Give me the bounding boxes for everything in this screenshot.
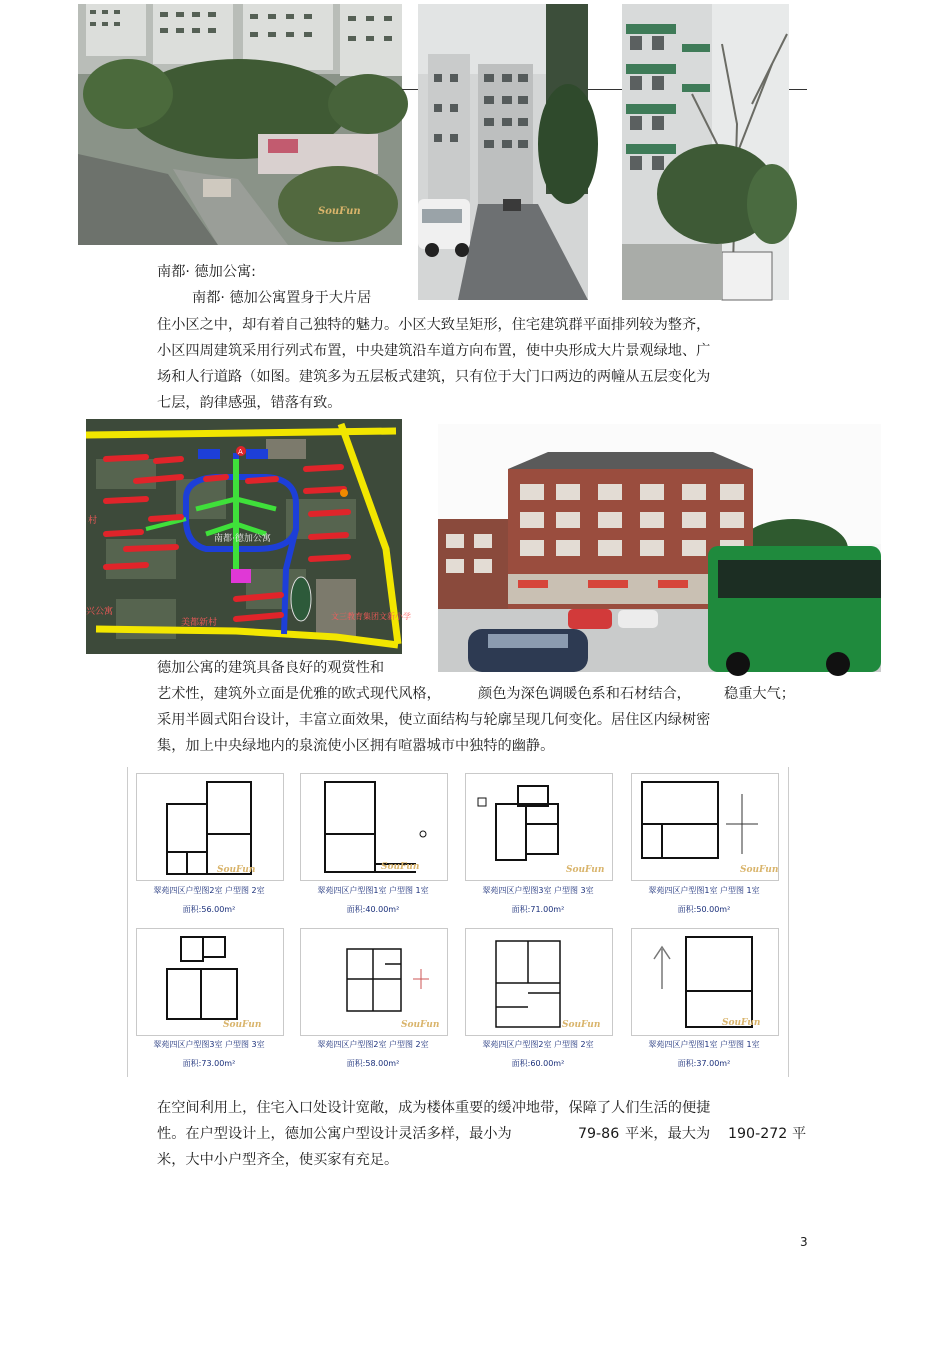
svg-text:SouFun: SouFun [740, 865, 779, 875]
svg-text:SouFun: SouFun [562, 1020, 601, 1030]
map-label-apartment: 兴公寓 [86, 607, 114, 617]
map-label-meidu: 美都新村 [181, 618, 218, 628]
paragraph-line: 小区四周建筑采用行列式布置，中央建筑沿车道方向布置，使中央形成大片景观绿地、广 [157, 343, 711, 359]
paragraph-line: 艺术性，建筑外立面是优雅的欧式现代风格， [157, 686, 441, 702]
connector-line [789, 89, 807, 90]
paragraph-line: 德加公寓的建筑具备良好的观赏性和 [157, 660, 385, 676]
floorplan-caption[interactable]: 翠苑四区户型图3室 户型图 3室 [153, 1040, 265, 1049]
floorplan-image[interactable] [465, 928, 613, 1036]
paragraph-line: 南都· 德加公寓置身于大片居 [192, 290, 372, 306]
floorplan-caption[interactable]: 翠苑四区户型图2室 户型图 2室 [482, 1040, 594, 1049]
svg-text:SouFun: SouFun [381, 862, 420, 872]
floorplan-area: 面积:58.00m² [346, 1059, 400, 1068]
floorplan-image[interactable] [631, 773, 779, 881]
floorplan-area: 面积:56.00m² [182, 905, 236, 914]
floorplan-area: 面积:50.00m² [677, 905, 731, 914]
floorplan-area: 面积:73.00m² [182, 1059, 236, 1068]
map-label-village: 村 [88, 516, 98, 526]
paragraph-line: 七层，韵律感强，错落有致。 [157, 395, 342, 411]
floorplan-caption[interactable]: 翠苑四区户型图3室 户型图 3室 [482, 886, 594, 895]
floorplan-image[interactable] [136, 928, 284, 1036]
paragraph-line: 米，大中小户型齐全，使买家有充足。 [157, 1152, 399, 1168]
paragraph-line: 平 [792, 1126, 807, 1142]
floorplan-image[interactable] [465, 773, 613, 881]
paragraph-line: 住小区之中，却有着自己独特的魅力。小区大致呈矩形，住宅建筑群平面排列较为整齐， [157, 317, 711, 333]
paragraph-line: 场和人行道路（如图。建筑多为五层板式建筑，只有位于大门口两边的两幢从五层变化为 [157, 369, 711, 385]
paragraph-line: 平米，最大为 [625, 1126, 711, 1142]
photo-building-street [418, 4, 588, 300]
svg-text:SouFun: SouFun [566, 865, 605, 875]
paragraph-line: 190-272 [728, 1126, 788, 1142]
floorplan-area: 面积:37.00m² [677, 1059, 731, 1068]
floorplan-area: 面积:71.00m² [511, 905, 565, 914]
floorplan-image[interactable] [631, 928, 779, 1036]
paragraph-line: 性。在户型设计上，德加公寓户型设计灵活多样，最小为 [157, 1126, 512, 1142]
paragraph-line: 颜色为深色调暖色系和石材结合， [478, 686, 691, 702]
paragraph-line: 集，加上中央绿地内的泉流使小区拥有喧嚣城市中独特的幽静。 [157, 738, 555, 754]
page-number: 3 [800, 1235, 808, 1249]
connector-line [402, 89, 418, 90]
soufun-watermark: SouFun [318, 206, 361, 217]
paragraph-line: 稳重大气； [724, 686, 795, 702]
floorplan-area: 面积:60.00m² [511, 1059, 565, 1068]
floorplan-caption[interactable]: 翠苑四区户型图2室 户型图 2室 [153, 886, 265, 895]
floorplan-image[interactable] [300, 928, 448, 1036]
svg-text:SouFun: SouFun [223, 1020, 262, 1030]
connector-line [588, 89, 622, 90]
floorplan-area: 面积:40.00m² [346, 905, 400, 914]
floorplan-caption[interactable]: 翠苑四区户型图1室 户型图 1室 [317, 886, 429, 895]
floorplan-panel [127, 767, 789, 1077]
photo-street-facade [438, 424, 881, 672]
paragraph-line: 在空间利用上，住宅入口处设计宽敞，成为楼体重要的缓冲地带，保障了人们生活的便捷 [157, 1100, 711, 1116]
floorplan-image[interactable] [136, 773, 284, 881]
paragraph-line: 79-86 [578, 1126, 620, 1142]
svg-text:SouFun: SouFun [722, 1018, 761, 1028]
photo-aerial-residential [78, 4, 402, 245]
map-marker-a: A [238, 448, 243, 456]
map-label-complex: 南都·德加公寓 [214, 534, 271, 544]
svg-text:SouFun: SouFun [401, 1020, 440, 1030]
floorplan-caption[interactable]: 翠苑四区户型图2室 户型图 2室 [317, 1040, 429, 1049]
floorplan-image[interactable] [300, 773, 448, 881]
floorplan-caption[interactable]: 翠苑四区户型图1室 户型图 1室 [648, 886, 760, 895]
map-label-school: 文三教育集团文新小学 [331, 612, 411, 621]
floorplan-caption[interactable]: 翠苑四区户型图1室 户型图 1室 [648, 1040, 760, 1049]
photo-building-trees [622, 4, 789, 300]
section-heading: 南都· 德加公寓: [157, 264, 256, 280]
aerial-site-map [86, 419, 411, 654]
paragraph-line: 采用半圆式阳台设计，丰富立面效果，使立面结构与轮廓呈现几何变化。居住区内绿树密 [157, 712, 711, 728]
svg-text:SouFun: SouFun [217, 865, 256, 875]
